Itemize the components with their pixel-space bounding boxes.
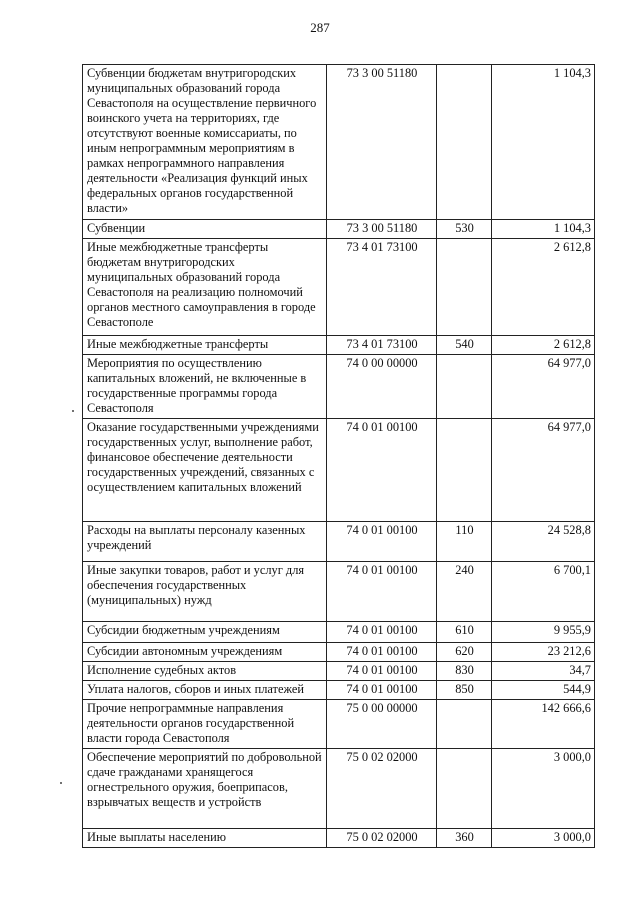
table-row [83,355,595,419]
row-sum: 544,9 [492,681,595,700]
row-type [437,65,492,220]
row-type: 110 [437,522,492,562]
page-number: 287 [310,20,330,35]
row-sum: 1 104,3 [492,65,595,220]
row-sum: 2 612,8 [492,336,595,355]
row-code: 74 0 01 00100 [327,562,437,622]
row-sum: 142 666,6 [492,700,595,749]
table-row [83,643,595,662]
row-type: 540 [437,336,492,355]
row-code: 74 0 00 00000 [327,355,437,419]
row-sum: 1 104,3 [492,220,595,239]
row-type [437,419,492,522]
row-type: 830 [437,662,492,681]
row-name: Обеспечение мероприятий по добровольной сдаче гражданами хранящегося огнестрельного оружия, боеприпасов, взрывчатых веществ и устройств [83,749,327,829]
row-code: 75 0 02 02000 [327,829,437,848]
scan-speck [72,410,74,412]
row-code: 74 0 01 00100 [327,681,437,700]
row-code: 73 3 00 51180 [327,220,437,239]
row-type [437,749,492,829]
row-name: Субсидии автономным учреждениям [83,643,327,662]
row-sum: 9 955,9 [492,622,595,643]
row-sum: 6 700,1 [492,562,595,622]
table-row [83,700,595,749]
row-type: 530 [437,220,492,239]
row-name: Мероприятия по осуществлению капитальных вложений, не включенные в государственные программы города Севастополя [83,355,327,419]
row-sum: 34,7 [492,662,595,681]
row-sum: 2 612,8 [492,239,595,336]
row-name: Иные выплаты населению [83,829,327,848]
row-type: 850 [437,681,492,700]
row-name: Иные межбюджетные трансферты [83,336,327,355]
table-row [83,65,595,220]
row-type [437,239,492,336]
table-row [83,419,595,522]
row-code: 74 0 01 00100 [327,662,437,681]
row-sum: 3 000,0 [492,749,595,829]
row-type: 610 [437,622,492,643]
row-code: 74 0 01 00100 [327,643,437,662]
table-row [83,562,595,622]
table-row [83,662,595,681]
row-name: Уплата налогов, сборов и иных платежей [83,681,327,700]
row-code: 74 0 01 00100 [327,522,437,562]
table-row [83,681,595,700]
table-row [83,220,595,239]
table-row [83,749,595,829]
scan-speck [60,782,62,784]
row-name: Иные закупки товаров, работ и услуг для обеспечения государственных (муниципальных) нужд [83,562,327,622]
table-row [83,336,595,355]
row-name: Субвенции бюджетам внутригородских муниципальных образований города Севастополя на осуществление первичного воинского учета на территориях, где отсутствуют военные комиссариаты, по иным непрограммным мероприятиям в рамках непрограммного направления деятельности «Реализация функций иных федеральных органов государственной власти» [83,65,327,220]
row-name: Субсидии бюджетным учреждениям [83,622,327,643]
row-name: Оказание государственными учреждениями государственных услуг, выполнение работ, финансовое обеспечение деятельности государственных учреждений, связанных с осуществлением капитальных вложений [83,419,327,522]
row-type [437,355,492,419]
table-row [83,829,595,848]
row-sum: 64 977,0 [492,355,595,419]
row-code: 73 3 00 51180 [327,65,437,220]
row-sum: 23 212,6 [492,643,595,662]
row-type: 240 [437,562,492,622]
row-sum: 24 528,8 [492,522,595,562]
row-name: Прочие непрограммные направления деятельности органов государственной власти города Севастополя [83,700,327,749]
row-type: 360 [437,829,492,848]
row-name: Расходы на выплаты персоналу казенных учреждений [83,522,327,562]
row-name: Субвенции [83,220,327,239]
row-name: Иные межбюджетные трансферты бюджетам внутригородских муниципальных образований города Севастополя на реализацию полномочий органов местного самоуправления в городе Севастополе [83,239,327,336]
budget-table [82,64,595,848]
row-name: Исполнение судебных актов [83,662,327,681]
table-row [83,239,595,336]
row-code: 74 0 01 00100 [327,622,437,643]
row-sum: 3 000,0 [492,829,595,848]
row-code: 73 4 01 73100 [327,239,437,336]
table-row [83,522,595,562]
row-code: 73 4 01 73100 [327,336,437,355]
row-type: 620 [437,643,492,662]
row-code: 75 0 02 02000 [327,749,437,829]
row-type [437,700,492,749]
row-code: 74 0 01 00100 [327,419,437,522]
row-code: 75 0 00 00000 [327,700,437,749]
row-sum: 64 977,0 [492,419,595,522]
table-row [83,622,595,643]
